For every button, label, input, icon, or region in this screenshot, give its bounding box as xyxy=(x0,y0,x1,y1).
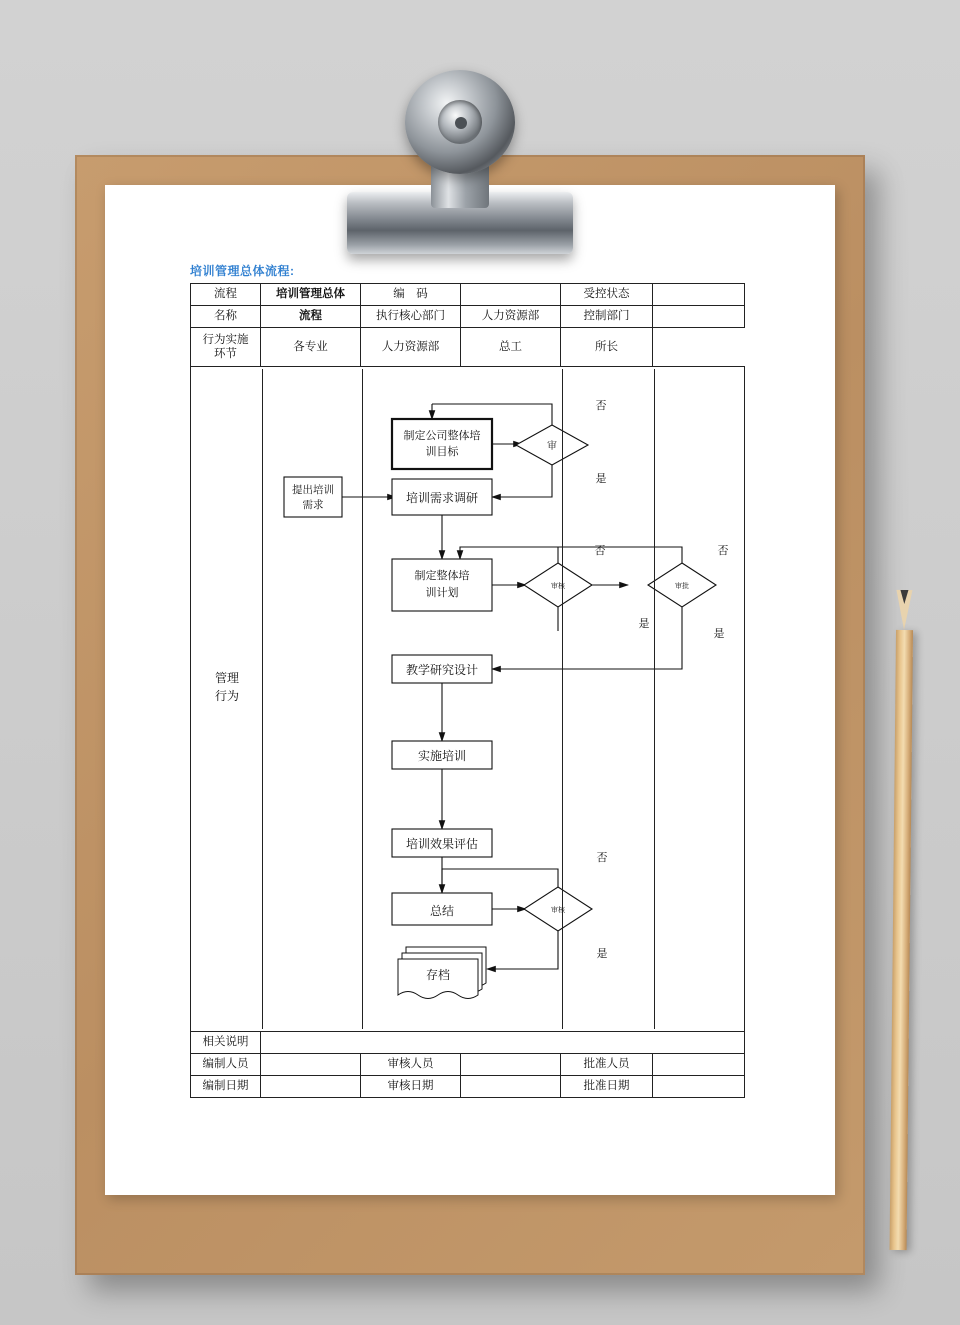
flowchart-canvas-cell xyxy=(191,367,745,1032)
lane-header-row xyxy=(191,328,745,367)
cell-remarks-value xyxy=(261,1032,745,1054)
pencil-body xyxy=(890,630,913,1250)
cell-author-date-label: 编制日期 xyxy=(191,1076,261,1098)
lane-header-first: 行为实施 环节 xyxy=(191,328,261,367)
cell-code-value xyxy=(461,284,561,306)
table-row xyxy=(191,1076,745,1098)
svg-text:审核: 审核 xyxy=(551,907,565,914)
cell-author-date-value xyxy=(261,1076,361,1098)
flowchart-graphics xyxy=(192,369,746,1029)
cell-flow-name-2: 流程 xyxy=(261,306,361,328)
svg-text:制定公司整体培: 制定公司整体培 xyxy=(403,430,481,442)
clipboard-clip xyxy=(345,52,575,252)
cell-author-value xyxy=(261,1054,361,1076)
clip-ring xyxy=(405,70,515,174)
svg-text:是: 是 xyxy=(638,618,650,630)
svg-text:否: 否 xyxy=(717,545,729,557)
cell-approver-label: 批准人员 xyxy=(561,1054,653,1076)
lane-divider-3 xyxy=(562,369,563,1029)
lane-divider-2 xyxy=(362,369,363,1029)
cell-review-date-label: 审核日期 xyxy=(361,1076,461,1098)
lane-divider-4 xyxy=(654,369,655,1029)
svg-text:否: 否 xyxy=(596,852,608,864)
cell-control-dept-value xyxy=(653,306,745,328)
lane-header-director: 所长 xyxy=(561,328,653,367)
svg-text:提出培训: 提出培训 xyxy=(292,484,334,496)
cell-remarks-label: 相关说明 xyxy=(191,1032,261,1054)
lane-header-chief: 总工 xyxy=(461,328,561,367)
lane-divider-1 xyxy=(262,369,263,1029)
cell-code-label: 编 码 xyxy=(361,284,461,306)
lane-header-hr: 人力资源部 xyxy=(361,328,461,367)
lane-header-majors: 各专业 xyxy=(261,328,361,367)
svg-text:培训需求调研: 培训需求调研 xyxy=(405,491,479,505)
flow-row xyxy=(191,367,745,1032)
table-row xyxy=(191,1054,745,1076)
document-content xyxy=(190,262,750,1098)
cell-control-state-label: 受控状态 xyxy=(561,284,653,306)
pencil xyxy=(890,590,914,1250)
svg-text:教学研究设计: 教学研究设计 xyxy=(405,663,479,677)
cell-approve-date-value xyxy=(653,1076,745,1098)
svg-text:制定整体培: 制定整体培 xyxy=(414,570,470,582)
table-row xyxy=(191,284,745,306)
cell-control-state-value xyxy=(653,284,745,306)
cell-control-dept-label: 控制部门 xyxy=(561,306,653,328)
cell-review-date-value xyxy=(461,1076,561,1098)
pencil-lead xyxy=(900,590,908,604)
svg-text:是: 是 xyxy=(713,628,725,640)
cell-reviewer-value xyxy=(461,1054,561,1076)
cell-exec-dept-label: 执行核心部门 xyxy=(361,306,461,328)
svg-text:需求: 需求 xyxy=(302,499,324,511)
svg-text:审核: 审核 xyxy=(551,583,565,590)
svg-text:是: 是 xyxy=(596,948,608,960)
cell-name-label: 名称 xyxy=(191,306,261,328)
page-title: 培训管理总体流程: xyxy=(190,264,295,278)
svg-text:是: 是 xyxy=(595,473,607,485)
svg-text:训计划: 训计划 xyxy=(425,587,459,599)
svg-text:总结: 总结 xyxy=(429,904,455,918)
cell-reviewer-label: 审核人员 xyxy=(361,1054,461,1076)
cell-approve-date-label: 批准日期 xyxy=(561,1076,653,1098)
table-row xyxy=(191,1032,745,1054)
svg-text:审批: 审批 xyxy=(675,583,689,590)
process-form-table xyxy=(190,283,745,1098)
cell-flow-label: 流程 xyxy=(191,284,261,306)
svg-text:否: 否 xyxy=(595,400,607,412)
cell-exec-dept-value: 人力资源部 xyxy=(461,306,561,328)
svg-text:培训效果评估: 培训效果评估 xyxy=(405,837,479,851)
cell-flow-name: 培训管理总体 xyxy=(261,284,361,306)
table-row xyxy=(191,306,745,328)
cell-approver-value xyxy=(653,1054,745,1076)
svg-text:存档: 存档 xyxy=(425,968,451,982)
svg-text:审: 审 xyxy=(547,441,557,452)
svg-text:训目标: 训目标 xyxy=(425,446,459,458)
svg-text:否: 否 xyxy=(594,545,606,557)
cell-author-label: 编制人员 xyxy=(191,1054,261,1076)
row-label-management: 管理 行为 xyxy=(214,671,239,703)
flowchart xyxy=(192,369,743,1029)
svg-text:实施培训: 实施培训 xyxy=(417,749,467,763)
